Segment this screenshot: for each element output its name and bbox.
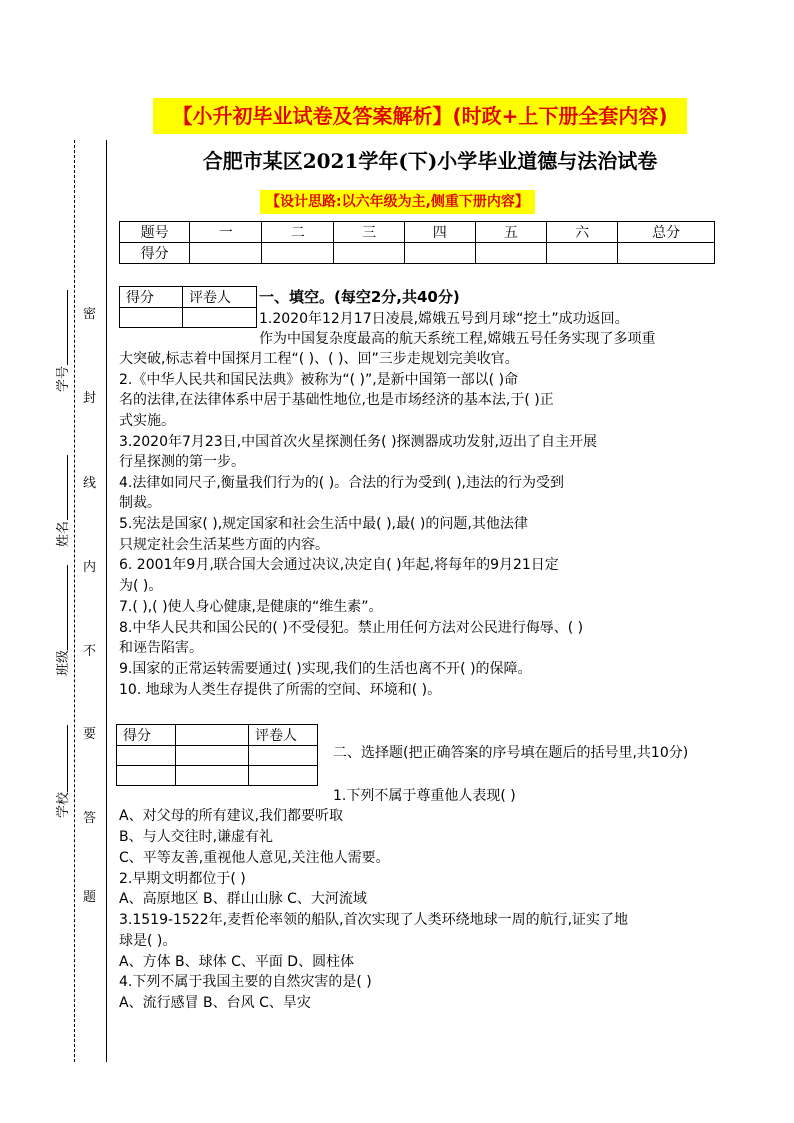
question-line: 1.下列不属于尊重他人表现( ) [333,788,516,804]
score-table [119,221,715,264]
question-line: 球是( )。 [119,933,177,949]
grader-blank-cell [176,725,249,746]
section1-heading: 一、填空。(每空2分,共40分) [259,288,460,306]
grader-name-cell[interactable] [183,308,257,328]
name-field[interactable] [67,455,68,520]
binding-char: 要 [83,727,97,742]
question-line: 作为中国复杂度最高的航天系统工程,嫦娥五号任务实现了多项重 [259,331,656,347]
score-cell[interactable] [262,243,334,264]
grader-name-cell[interactable] [249,746,318,766]
binding-char: 不 [83,644,97,659]
option-line: A、流行感冒 B、台风 C、旱灾 [119,995,311,1011]
option-line: C、平等友善,重视他人意见,关注他人需要。 [119,850,390,866]
option-line: A、对父母的所有建议,我们都要听取 [119,808,344,824]
student-id-field[interactable] [67,290,68,365]
grader-box-2 [116,724,318,786]
question-line: 5.宪法是国家( ),规定国家和社会生活中最( ),最( )的问题,其他法律 [119,516,528,532]
section2-heading: 二、选择题(把正确答案的序号填在题后的括号里,共10分) [333,745,689,761]
score-cell[interactable] [404,243,475,264]
class-label: 班级 [56,649,71,676]
school-field[interactable] [67,725,68,792]
score-header-cell: 二 [262,222,334,243]
score-header-cell: 三 [334,222,404,243]
score-row-label: 得分 [120,243,190,264]
question-line: 名的法律,在法律体系中居于基础性地位,也是市场经济的基本法,于( )正 [119,392,554,408]
question-line: 7.( ),( )使人身心健康,是健康的“维生素”。 [119,599,383,615]
score-header-cell: 题号 [120,222,190,243]
question-line: 2.《中华人民共和国民法典》被称为“( )”,是新中国第一部以( )命 [119,372,519,388]
binding-char: 封 [83,391,97,406]
school-label: 学校 [56,791,71,818]
binding-char: 内 [83,560,97,575]
exam-title: 合肥市某区2021学年(下)小学毕业道德与法治试卷 [202,149,658,173]
question-line: 式实施。 [119,413,175,429]
grader-name-cell[interactable] [249,766,318,786]
question-line: 行星探测的第一步。 [119,454,245,470]
binding-dashed-line [74,140,75,1062]
question-line: 1.2020年12月17日凌晨,嫦娥五号到月球“挖土”成功返回。 [259,311,629,327]
score-cell[interactable] [190,243,262,264]
question-line: 为( )。 [119,578,163,594]
grader-score-cell[interactable] [117,746,176,766]
question-line: 3.1519-1522年,麦哲伦率领的船队,首次实现了人类环绕地球一周的航行,证实了地 [119,912,629,928]
option-line: A、方体 B、球体 C、平面 D、圆柱体 [119,954,355,970]
grader-name-label: 评卷人 [249,725,318,746]
question-line: 和诬告陷害。 [119,640,203,656]
question-line: 10. 地球为人类生存提供了所需的空间、环境和( )。 [119,682,442,698]
question-line: 只规定社会生活某些方面的内容。 [119,537,329,553]
grader-score-cell[interactable] [117,766,176,786]
score-header-cell: 五 [475,222,546,243]
question-line: 大突破,标志着中国探月工程“( )、( )、回”三步走规划完美收官。 [119,351,519,367]
option-line: A、高原地区 B、群山山脉 C、大河流域 [119,891,367,907]
design-note: 【设计思路:以六年级为主,侧重下册内容】 [260,190,535,214]
question-line: 4.下列不属于我国主要的自然灾害的是( ) [119,974,372,990]
score-cell[interactable] [475,243,546,264]
question-line: 8.中华人民共和国公民的( )不受侵犯。禁止用任何方法对公民进行侮辱、( ) [119,620,584,636]
question-line: 制裁。 [119,495,161,511]
binding-solid-line [106,140,107,1062]
grader-name-label: 评卷人 [183,287,257,308]
promo-banner: 【小升初毕业试卷及答案解析】(时政+上下册全套内容) [153,98,687,134]
score-cell[interactable] [547,243,618,264]
grader-box-1 [119,286,257,328]
question-line: 9.国家的正常运转需要通过( )实现,我们的生活也离不开( )的保障。 [119,661,532,677]
binding-char: 答 [83,811,97,826]
option-line: B、与人交往时,谦虚有礼 [119,829,274,845]
question-line: 4.法律如同尺子,衡量我们行为的( )。合法的行为受到( ),违法的行为受到 [119,475,565,491]
question-line: 2.早期文明都位于( ) [119,871,246,887]
grader-score-label: 得分 [120,287,183,308]
binding-char: 密 [83,307,97,322]
score-header-cell: 总分 [618,222,715,243]
question-line: 3.2020年7月23日,中国首次火星探测任务( )探测器成功发射,迈出了自主开展 [119,434,597,450]
grader-score-cell[interactable] [176,766,249,786]
score-header-cell: 四 [404,222,475,243]
name-label: 姓名 [56,520,71,547]
grader-score-label: 得分 [117,725,176,746]
binding-char: 线 [83,476,97,491]
score-cell[interactable] [334,243,404,264]
grader-score-cell[interactable] [120,308,183,328]
class-field[interactable] [67,565,68,650]
score-header-cell: 六 [547,222,618,243]
question-line: 6. 2001年9月,联合国大会通过决议,决定自( )年起,将每年的9月21日定 [119,557,559,573]
student-id-label: 学号 [56,365,71,392]
score-table-header-row [120,222,715,243]
score-header-cell: 一 [190,222,262,243]
score-cell[interactable] [618,243,715,264]
binding-char: 题 [83,890,97,905]
grader-score-cell[interactable] [176,746,249,766]
score-table-score-row [120,243,715,264]
